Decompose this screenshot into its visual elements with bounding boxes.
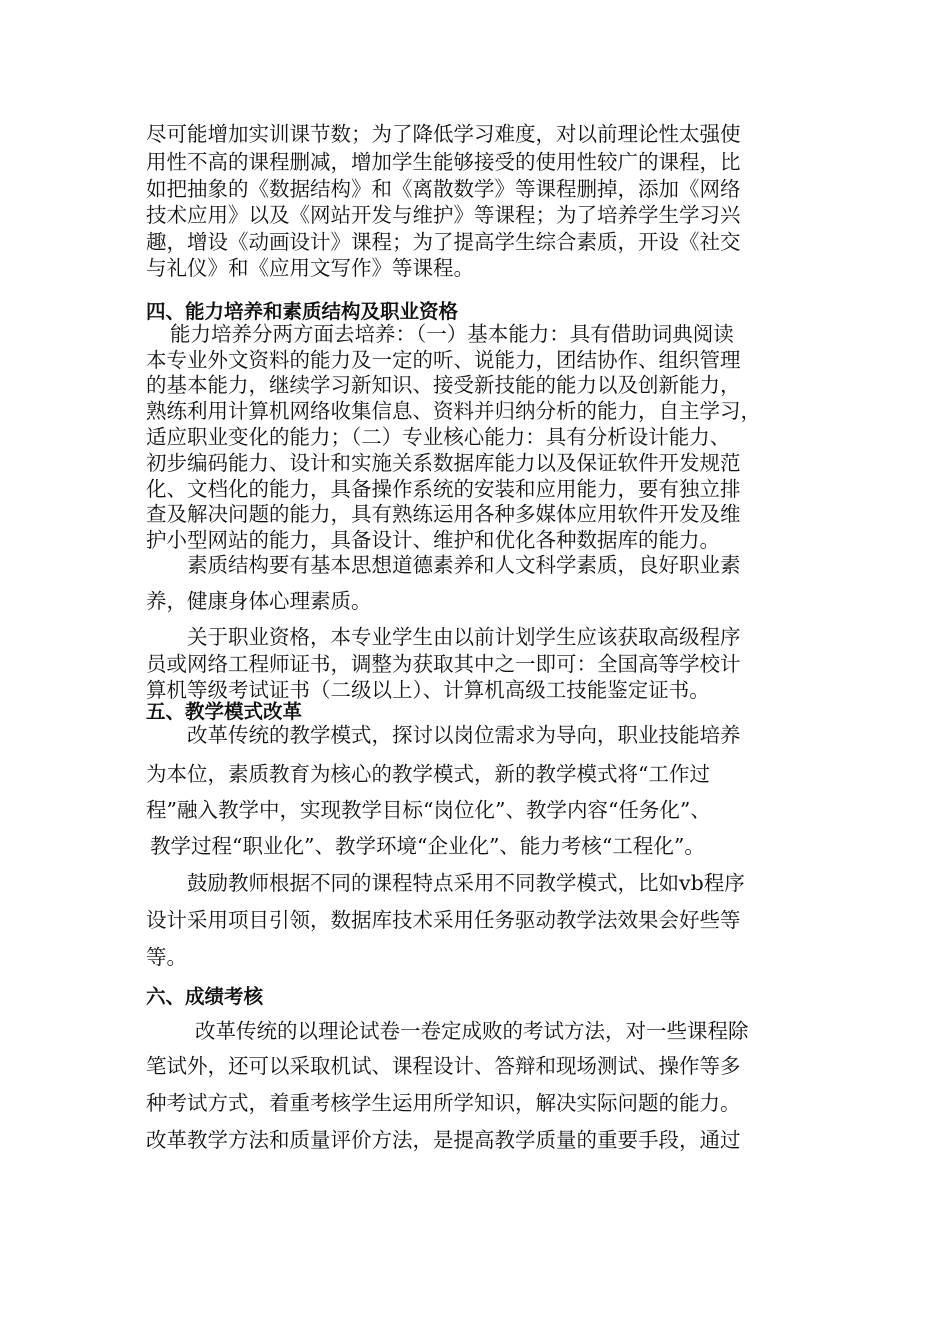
text-line: 等。 (146, 945, 187, 969)
text-line: 算机等级考试证书（二级以上）、计算机高级工技能鉴定证书。 (146, 678, 710, 702)
text-line: 改革教学方法和质量评价方法，是提高教学质量的重要手段，通过 (146, 1128, 741, 1152)
text-line: 教学过程“职业化”、教学环境“企业化”、能力考核“工程化”。 (150, 834, 705, 858)
text-line: 本专业外文资料的能力及一定的听、说能力，团结协作、组织管理 (146, 348, 741, 372)
text-line: 的基本能力，继续学习新知识、接受新技能的能力以及创新能力， (146, 373, 741, 397)
text-line: 员或网络工程师证书，调整为获取其中之一即可：全国高等学校计 (146, 652, 741, 676)
text-line: 适应职业变化的能力；（二）专业核心能力：具有分析设计能力、 (146, 425, 731, 449)
text-line: 素质结构要有基本思想道德素养和人文科学素质，良好职业素 (187, 553, 741, 577)
text-line: 尽可能增加实训课节数；为了降低学习难度，对以前理论性太强使 (146, 122, 741, 146)
text-line: 技术应用》以及《网站开发与维护》等课程；为了培养学生学习兴 (146, 203, 741, 227)
text-line: 鼓励教师根据不同的课程特点采用不同教学模式，比如vb程序 (187, 871, 745, 895)
text-line: 熟练利用计算机网络收集信息、资料并归纳分析的能力，自主学习， (146, 399, 761, 423)
text-line: 查及解决问题的能力，具有熟练运用各种多媒体应用软件开发及维 (146, 502, 741, 526)
text-line: 改革传统的教学模式，探讨以岗位需求为导向，职业技能培养 (187, 723, 741, 747)
text-line: 程”融入教学中，实现教学目标“岗位化”、教学内容“任务化”、 (146, 798, 711, 822)
section-heading-6: 六、成绩考核 (146, 985, 264, 1008)
text-line: 种考试方式，着重考核学生运用所学知识，解决实际问题的能力。 (146, 1091, 741, 1115)
text-line: 如把抽象的《数据结构》和《离散数学》等课程删掉，添加《网络 (146, 177, 741, 201)
text-line: 笔试外，还可以采取机试、课程设计、答辩和现场测试、操作等多 (146, 1054, 741, 1078)
section-heading-4: 四、能力培养和素质结构及职业资格 (146, 300, 459, 323)
text-line: 初步编码能力、设计和实施关系数据库能力以及保证软件开发规范 (146, 451, 741, 475)
text-line: 养，健康身体心理素质。 (146, 589, 372, 613)
section-heading-5: 五、教学模式改革 (146, 700, 303, 723)
text-line: 与礼仪》和《应用文写作》等课程。 (146, 256, 474, 280)
text-line: 为本位，素质教育为核心的教学模式，新的教学模式将“工作过 (146, 762, 710, 786)
text-line: 趣，增设《动画设计》课程；为了提高学生综合素质，开设《社交 (146, 230, 741, 254)
text-line: 化、文档化的能力，具备操作系统的安装和应用能力，要有独立排 (146, 477, 741, 501)
text-line: 用性不高的课程删减，增加学生能够接受的使用性较广的课程，比 (146, 150, 741, 174)
text-line: 改革传统的以理论试卷一卷定成败的考试方法，对一些课程除 (195, 1019, 749, 1043)
text-line: 能力培养分两方面去培养：（一）基本能力：具有借助词典阅读 (170, 322, 734, 346)
text-line: 设计采用项目引领，数据库技术采用任务驱动教学法效果会好些等 (146, 908, 741, 932)
text-line: 护小型网站的能力，具备设计、维护和优化各种数据库的能力。 (146, 528, 720, 552)
text-line: 关于职业资格，本专业学生由以前计划学生应该获取高级程序 (187, 625, 741, 649)
